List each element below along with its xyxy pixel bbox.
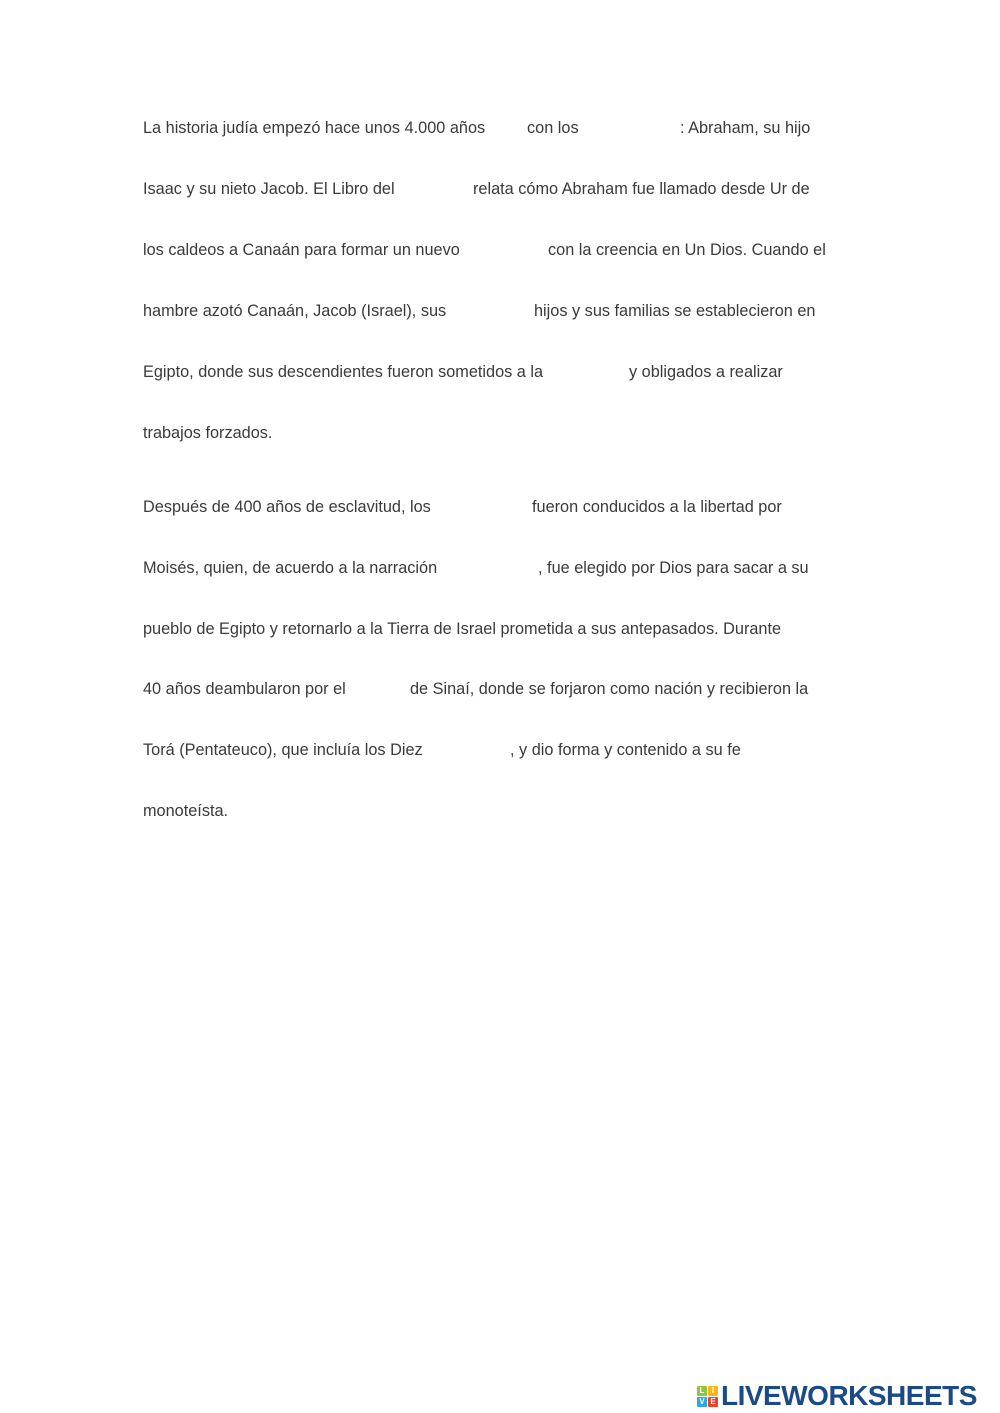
text-segment: hijos y sus familias se establecieron en [534,302,816,320]
text-segment: Egipto, donde sus descendientes fueron sometidos a la [143,363,544,381]
answer-blank-5[interactable] [580,361,625,383]
text-segment: monoteísta. [143,802,229,820]
text-segment: y obligados a realizar [629,363,783,381]
text-segment: : Abraham, su hijo [680,119,811,137]
answer-blank-8[interactable] [367,678,407,700]
answer-blank-3[interactable] [490,239,545,261]
text-segment: los caldeos a Canaán para formar un nuevo [143,241,460,259]
text-segment: de Sinaí, donde se forjaron como nación y recibieron la [410,680,809,698]
logo-cube: V [697,1397,707,1407]
text-segment: Isaac y su nieto Jacob. El Libro del [143,180,395,198]
liveworksheets-logo [697,1380,977,1412]
logo-text: LIVEWORKSHEETS [721,1380,977,1411]
text-segment: Torá (Pentateuco), que incluía los Diez [143,741,423,759]
text-segment: Moisés, quien, de acuerdo a la narración [143,559,438,577]
answer-blank-2[interactable] [420,178,470,200]
text-segment: trabajos forzados. [143,424,273,442]
answer-blank-4[interactable] [475,300,530,322]
text-segment: pueblo de Egipto y retornarlo a la Tierra de Israel prometida a sus antepasados. Durante [143,620,782,638]
text-segment: , fue elegido por Dios para sacar a su [538,559,809,577]
logo-cube: E [708,1397,718,1407]
answer-blank-1[interactable] [590,117,675,139]
text-segment: , y dio forma y contenido a su fe [510,741,741,759]
text-segment: 40 años deambularon por el [143,680,346,698]
text-segment: con los [527,119,579,137]
text-segment: fueron conducidos a la libertad por [532,498,782,516]
text-segment: Después de 400 años de esclavitud, los [143,498,431,516]
logo-cube: I [708,1386,718,1396]
logo-cubes-icon [697,1386,718,1407]
text-segment: hambre azotó Canaán, Jacob (Israel), sus [143,302,447,320]
text-segment: relata cómo Abraham fue llamado desde Ur de [473,180,810,198]
answer-blank-7[interactable] [466,557,534,579]
answer-blank-6[interactable] [460,496,528,518]
answer-blank-9[interactable] [452,739,507,761]
text-segment: con la creencia en Un Dios. Cuando el [548,241,826,259]
logo-cube: L [697,1386,707,1396]
text-segment: La historia judía empezó hace unos 4.000 años [143,119,486,137]
